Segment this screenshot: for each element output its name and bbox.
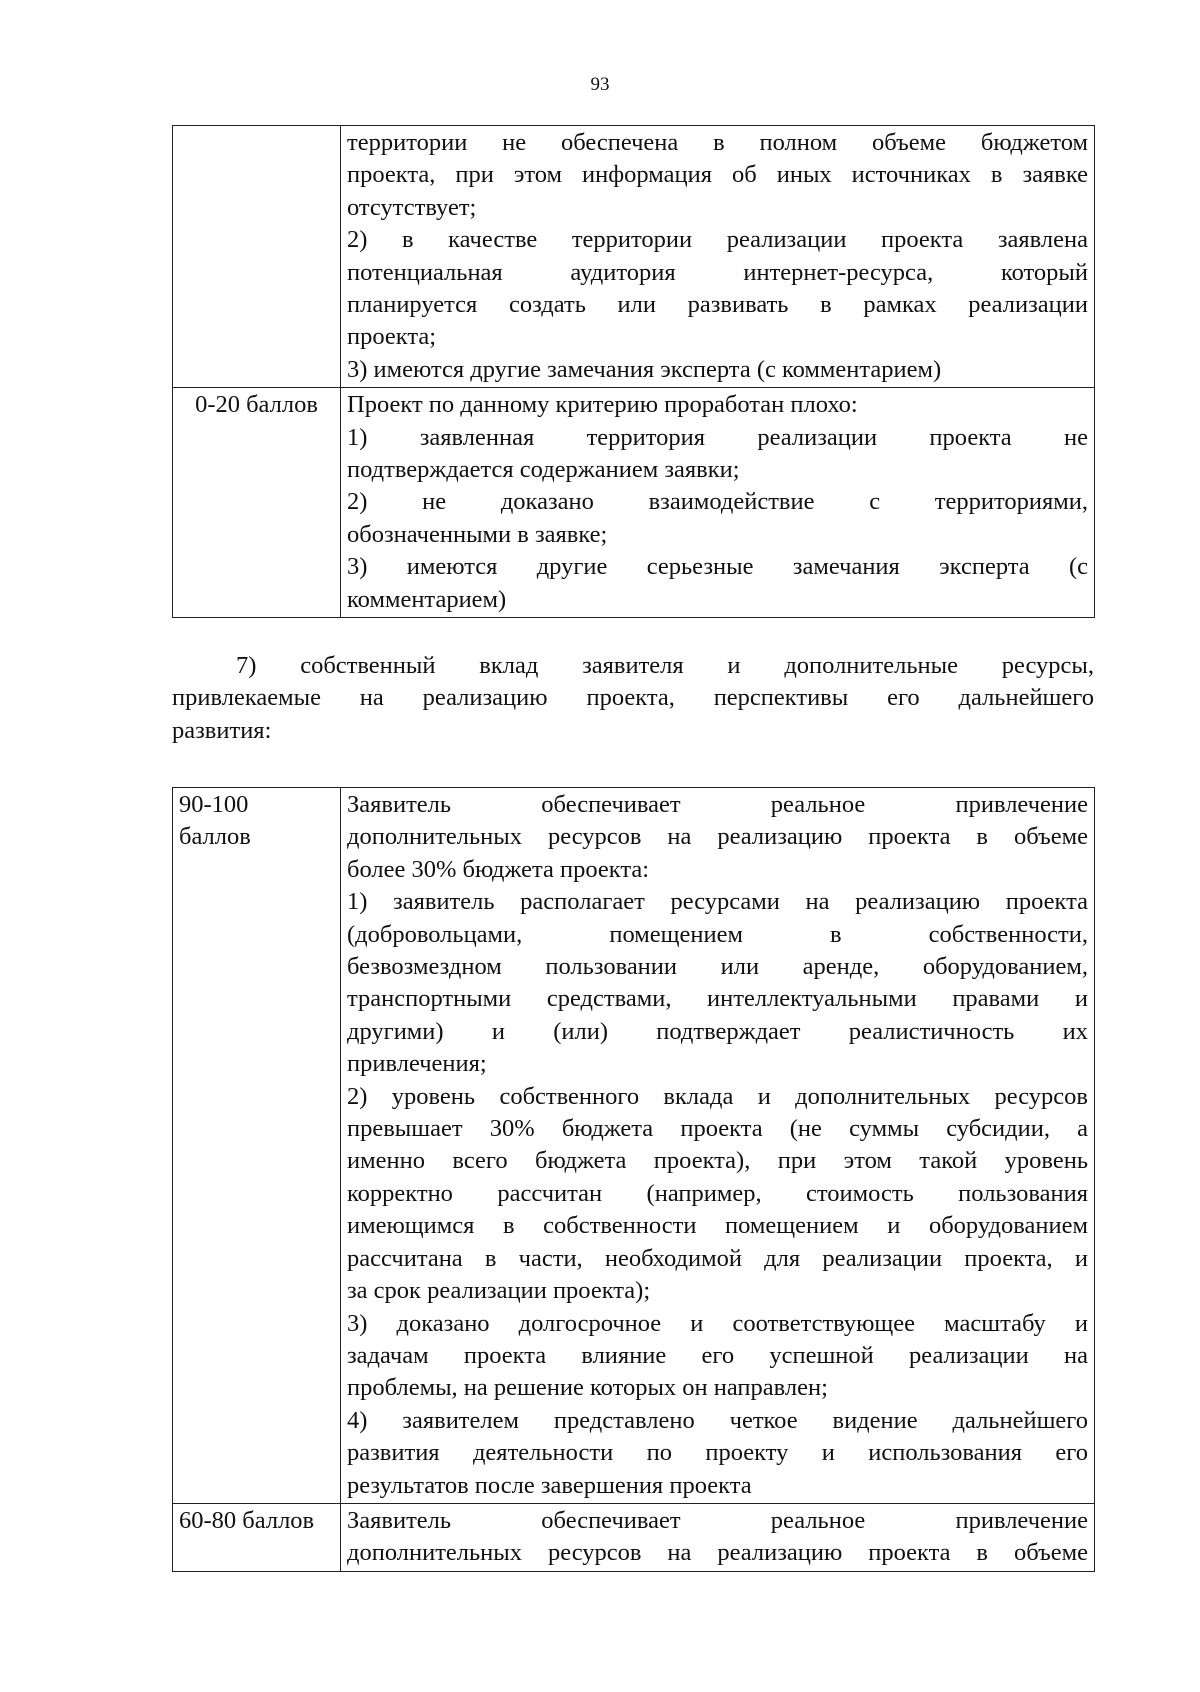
criteria-table-continued <box>172 125 1095 618</box>
score-cell-empty <box>173 126 341 388</box>
text-line: отсутствует; <box>347 193 477 221</box>
table-row <box>173 388 1095 618</box>
criteria-table <box>172 787 1095 1572</box>
text-line: 7) собственный вклад заявителя и дополнительные ресурсы, <box>236 652 1094 679</box>
text-line: превышает 30% бюджета проекта (не суммы субсидии, а <box>347 1115 1088 1143</box>
score-cell: 0-20 баллов <box>173 388 341 618</box>
text-line: Заявитель обеспечивает реальное привлечение <box>347 791 1088 818</box>
score-cell <box>173 788 341 1504</box>
text-line: привлекаемые на реализацию проекта, перспективы его дальнейшего <box>172 684 1094 712</box>
text-line: 3) имеются другие замечания эксперта (с комментарием) <box>347 355 942 383</box>
text-line: проекта; <box>347 323 437 351</box>
text-line: привлечения; <box>347 1050 487 1078</box>
text-line: Заявитель обеспечивает реальное привлечение <box>347 1506 1088 1534</box>
text-line: Проект по данному критерию проработан плохо: <box>347 391 858 419</box>
text-line: 2) в качестве территории реализации проекта заявлена <box>347 226 1088 254</box>
table-row <box>173 788 1095 1504</box>
text-line: обозначенными в заявке; <box>347 520 608 548</box>
text-line: планируется создать или развивать в рамках реализации <box>347 291 1088 319</box>
table-row <box>173 1503 1095 1571</box>
text-line: потенциальная аудитория интернет-ресурса, который <box>347 258 1088 286</box>
text-line: 2) не доказано взаимодействие с территориями, <box>347 488 1088 516</box>
description-cell <box>341 126 1095 388</box>
text-line: другими) и (или) подтверждает реалистичность их <box>347 1017 1088 1045</box>
criterion-heading-paragraph <box>172 650 1094 747</box>
text-line: безвозмездном пользовании или аренде, оборудованием, <box>347 953 1088 981</box>
text-line: за срок реализации проекта); <box>347 1277 651 1305</box>
text-line: дополнительных ресурсов на реализацию проекта в объеме <box>347 1539 1088 1567</box>
text-line: рассчитана в части, необходимой для реализации проекта, и <box>347 1244 1088 1272</box>
description-cell <box>341 388 1095 618</box>
text-line: именно всего бюджета проекта), при этом такой уровень <box>347 1147 1088 1175</box>
table-row <box>173 126 1095 388</box>
text-line: территории не обеспечена в полном объеме бюджетом <box>347 129 1088 156</box>
description-cell <box>341 788 1095 1504</box>
text-line: 3) доказано долгосрочное и соответствующее масштабу и <box>347 1309 1088 1337</box>
text-line: проекта, при этом информация об иных источниках в заявке <box>347 161 1088 189</box>
text-line: комментарием) <box>347 585 507 613</box>
text-line: развития: <box>172 716 272 744</box>
text-line: развития деятельности по проекту и использования его <box>347 1439 1088 1467</box>
text-line: 2) уровень собственного вклада и дополнительных ресурсов <box>347 1082 1088 1110</box>
text-line: имеющимся в собственности помещением и оборудованием <box>347 1212 1088 1240</box>
description-cell <box>341 1503 1095 1571</box>
text-line: (добровольцами, помещением в собственности, <box>347 920 1088 948</box>
text-line: проблемы, на решение которых он направлен; <box>347 1374 828 1402</box>
score-line: баллов <box>179 823 251 851</box>
text-line: 1) заявленная территория реализации проекта не <box>347 423 1088 451</box>
text-line: подтверждается содержанием заявки; <box>347 456 740 484</box>
text-line: 1) заявитель располагает ресурсами на реализацию проекта <box>347 888 1088 916</box>
score-line: 90-100 <box>179 791 249 818</box>
page-number: 93 <box>590 74 610 95</box>
text-line: 3) имеются другие серьезные замечания эксперта (с <box>347 553 1088 581</box>
text-line: задачам проекта влияние его успешной реализации на <box>347 1341 1088 1369</box>
text-line: дополнительных ресурсов на реализацию проекта в объеме <box>347 823 1088 851</box>
text-line: 4) заявителем представлено четкое видение дальнейшего <box>347 1406 1088 1434</box>
text-line: корректно рассчитан (например, стоимость пользования <box>347 1179 1088 1207</box>
score-cell <box>173 1503 341 1571</box>
score-line: 60-80 баллов <box>179 1506 315 1534</box>
text-line: результатов после завершения проекта <box>347 1471 752 1499</box>
text-line: более 30% бюджета проекта: <box>347 855 650 883</box>
text-line: транспортными средствами, интеллектуальными правами и <box>347 985 1088 1013</box>
